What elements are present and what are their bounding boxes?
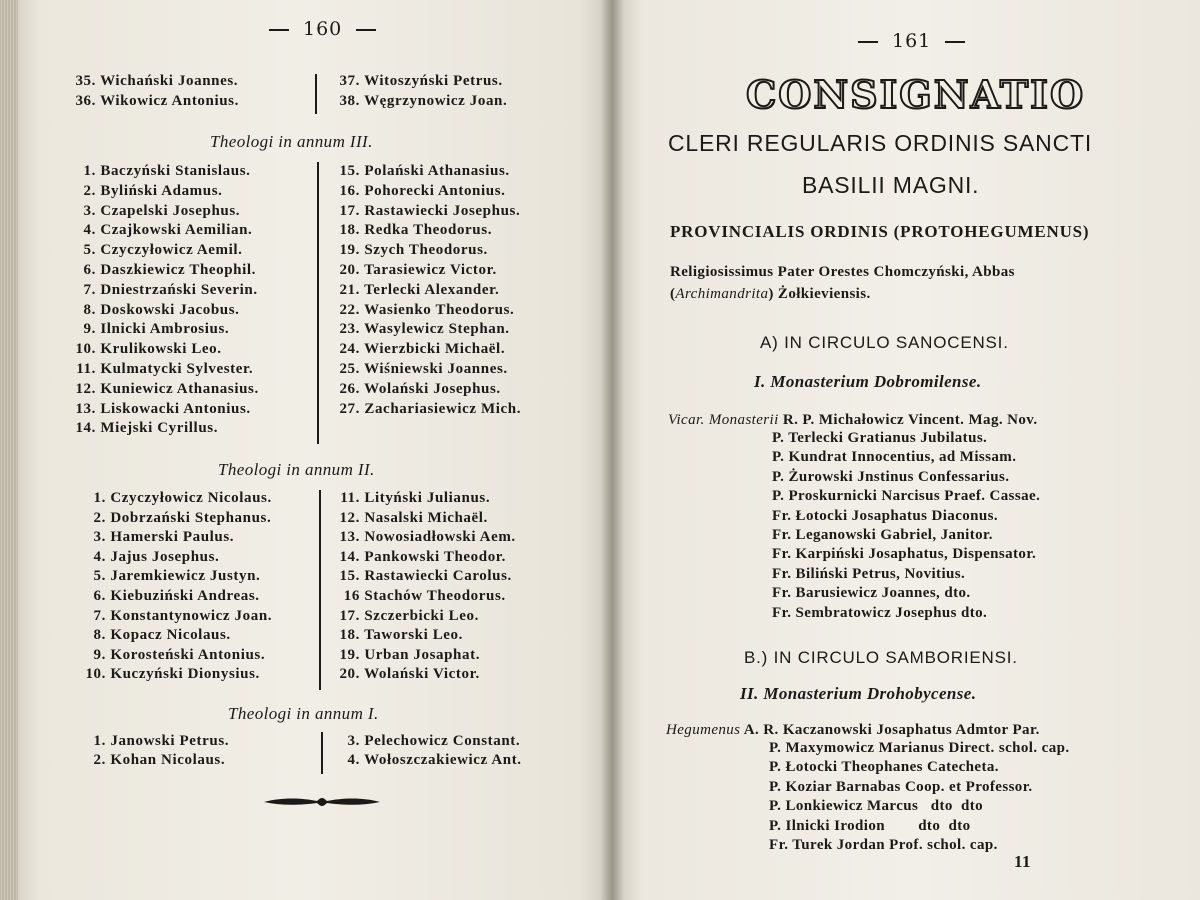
- list-item-number: 13.: [339, 529, 360, 546]
- list-item-name: Wołoszczakiewicz Ant.: [360, 752, 522, 768]
- list-item-number: 3.: [83, 202, 96, 219]
- list-item-name: Daszkiewicz Theophil.: [96, 262, 257, 278]
- list-item: [66, 163, 251, 180]
- list-item-name: Kopacz Nicolaus.: [106, 627, 231, 644]
- member-line: P. Maxymowicz Marianus Direct. schol. cap.: [769, 740, 1070, 756]
- member-line: Fr. Biliński Petrus, Novitius.: [772, 565, 966, 582]
- list-item: [66, 183, 223, 200]
- list-item-number: 16.: [339, 182, 360, 199]
- list-item-name: Szczerbicki Leo.: [360, 607, 479, 624]
- list-item-name: Janowski Petrus.: [106, 733, 230, 749]
- book-gutter: [600, 0, 624, 900]
- list-item-name: Wasylewicz Stephan.: [360, 321, 510, 338]
- list-item: [330, 302, 514, 319]
- list-item-number: 3.: [93, 529, 106, 546]
- member-line: P. Kundrat Innocentius, ad Missam.: [772, 449, 1017, 466]
- list-item: [66, 93, 239, 110]
- list-item-name: Wierzbicki Michaël.: [360, 341, 506, 358]
- signature-mark: 11: [1014, 852, 1031, 871]
- list-item: [76, 529, 234, 546]
- list-item-number: 1.: [93, 490, 106, 506]
- list-item-number: 35.: [75, 73, 96, 89]
- list-item: [66, 282, 258, 299]
- list-item: [76, 666, 260, 683]
- list-item-number: 20.: [339, 666, 360, 683]
- member-line: P. Ilnicki Irodion dto dto: [769, 817, 971, 834]
- list-item-name: Stachów Theodorus.: [360, 588, 506, 604]
- list-item-name: Baczyński Stanislaus.: [96, 163, 251, 179]
- monastery-2-heading: II. Monasterium Drohobycense.: [740, 684, 977, 703]
- section-heading-ii: Theologi in annum II.: [218, 460, 375, 479]
- member-line: Fr. Sembratowicz Josephus dto.: [772, 604, 988, 621]
- list-item: [330, 490, 490, 507]
- list-item-number: 16: [343, 588, 360, 604]
- list-item: [330, 321, 510, 338]
- list-item-name: Kuniewicz Athanasius.: [96, 380, 259, 397]
- list-item-name: Nowosiadłowski Aem.: [360, 529, 516, 546]
- list-item: [66, 341, 222, 358]
- list-item-number: 17.: [339, 202, 360, 219]
- list-item-name: Kuczyński Dionysius.: [106, 666, 260, 683]
- member-line: Fr. Karpiński Josaphatus, Dispensator.: [772, 546, 1037, 563]
- list-item: [66, 73, 238, 90]
- list-item-name: Jajus Josephus.: [106, 548, 220, 565]
- list-item-number: 10.: [75, 341, 96, 358]
- member-line: P. Terlecki Gratianus Jubilatus.: [772, 430, 988, 446]
- list-item-name: Urban Josaphat.: [360, 646, 481, 663]
- list-item-name: Szych Theodorus.: [360, 242, 488, 259]
- circle-b-heading: B.) IN CIRCULO SAMBORIENSI.: [744, 648, 1018, 667]
- list-item-number: 11.: [76, 361, 96, 377]
- list-item-name: Krulikowski Leo.: [96, 341, 222, 358]
- page-edge: [0, 0, 18, 900]
- list-item: [76, 752, 225, 769]
- list-item: [330, 183, 506, 200]
- list-item-number: 23.: [339, 321, 360, 338]
- list-item: [330, 163, 510, 180]
- list-item-name: Tarasiewicz Victor.: [360, 262, 497, 278]
- left-page-number: 160: [255, 18, 390, 40]
- list-item: [66, 262, 256, 279]
- list-item-number: 20.: [339, 262, 360, 278]
- list-item-number: 4.: [347, 752, 360, 768]
- list-item: [330, 549, 506, 566]
- list-item-number: 14.: [75, 420, 96, 437]
- member-line: P. Koziar Barnabas Coop. et Professor.: [769, 778, 1033, 795]
- list-item-number: 26.: [339, 380, 360, 397]
- member-line: Fr. Barusiewicz Joannes, dto.: [772, 585, 971, 602]
- list-item: [330, 588, 506, 605]
- list-item-name: Liskowacki Antonius.: [96, 400, 251, 417]
- list-item-number: 19.: [339, 242, 360, 259]
- list-item-name: Jaremkiewicz Justyn.: [106, 568, 261, 585]
- list-item-number: 2.: [93, 509, 106, 526]
- list-item: [330, 222, 492, 239]
- list-item-number: 6.: [83, 262, 96, 278]
- list-item-number: 17.: [339, 607, 360, 624]
- list-item-name: Dniestrzański Severin.: [96, 281, 258, 298]
- list-item: [330, 666, 480, 683]
- ornament-divider-icon: [262, 793, 382, 811]
- member-line: Fr. Leganowski Gabriel, Janitor.: [772, 527, 993, 543]
- member-line: P. Proskurnicki Narcisus Praef. Cassae.: [772, 488, 1041, 505]
- list-item-number: 37.: [339, 73, 360, 89]
- list-item: [330, 647, 480, 664]
- list-item-number: 9.: [93, 646, 106, 663]
- list-item: [330, 510, 488, 527]
- list-item: [76, 549, 219, 566]
- column-rule: [317, 162, 319, 444]
- list-item-number: 11.: [340, 490, 360, 506]
- member-line: P. Łotocki Theophanes Catecheta.: [769, 759, 999, 776]
- column-rule: [315, 74, 317, 114]
- list-item: [330, 381, 501, 398]
- list-item-name: Nasalski Michaël.: [360, 509, 488, 526]
- list-item: [330, 361, 508, 378]
- list-item: [66, 381, 259, 398]
- list-item: [330, 93, 507, 110]
- list-item-name: Kohan Nicolaus.: [106, 752, 226, 768]
- list-item: [76, 608, 272, 625]
- list-item: [330, 529, 516, 546]
- list-item-name: Dobrzański Stephanus.: [106, 509, 272, 526]
- list-item-name: Rastawiecki Carolus.: [360, 568, 512, 585]
- list-item-number: 18.: [339, 222, 360, 239]
- list-item: [330, 203, 520, 220]
- monastery-2-lead: Hegumenus A. R. Kaczanowski Josaphatus Admtor Par.: [666, 722, 1040, 738]
- list-item-number: 21.: [339, 281, 360, 298]
- list-item-number: 9.: [83, 321, 96, 338]
- list-item-number: 6.: [93, 588, 106, 604]
- list-item: [66, 242, 243, 259]
- member-line: Fr. Łotocki Josaphatus Diaconus.: [772, 507, 999, 524]
- list-item-name: Pankowski Theodor.: [360, 548, 507, 565]
- list-item-number: 15.: [339, 568, 360, 585]
- list-item-number: 12.: [339, 509, 360, 526]
- list-item-name: Polański Athanasius.: [360, 163, 510, 179]
- list-item-number: 24.: [339, 341, 360, 358]
- list-item-number: 8.: [93, 627, 106, 644]
- list-item-name: Hamerski Paulus.: [106, 529, 235, 546]
- list-item-number: 14.: [339, 548, 360, 565]
- list-item-name: Kiebuziński Andreas.: [106, 588, 260, 604]
- subtitle-line-2: BASILII MAGNI.: [802, 172, 980, 198]
- list-item-number: 1.: [93, 733, 106, 749]
- list-item: [330, 752, 522, 769]
- list-item-number: 7.: [83, 281, 96, 298]
- provincialis-text-1: Religiosissimus Pater Orestes Chomczyński, Abbas: [670, 264, 1015, 280]
- list-item-number: 19.: [339, 646, 360, 663]
- list-item-number: 1.: [83, 163, 96, 179]
- list-item-name: Konstantynowicz Joan.: [106, 607, 273, 624]
- right-page: [612, 0, 1200, 900]
- list-item: [76, 490, 272, 507]
- list-item-number: 2.: [93, 752, 106, 768]
- provincialis-heading: PROVINCIALIS ORDINIS (PROTOHEGUMENUS): [670, 222, 1090, 241]
- right-page-number: 161: [844, 30, 979, 52]
- list-item-name: Witoszyński Petrus.: [360, 73, 503, 89]
- list-item: [76, 733, 229, 750]
- list-item-name: Zachariasiewicz Mich.: [360, 400, 522, 417]
- list-item-number: 36.: [75, 93, 96, 109]
- list-item-number: 2.: [83, 182, 96, 199]
- list-item-number: 5.: [83, 242, 96, 259]
- list-item-name: Taworski Leo.: [360, 627, 464, 644]
- list-item-number: 12.: [75, 380, 96, 397]
- member-line: P. Żurowski Jnstinus Confessarius.: [772, 468, 1010, 485]
- list-item: [66, 420, 218, 437]
- section-heading-i: Theologi in annum I.: [228, 704, 379, 723]
- document-title: CONSIGNATIO: [746, 72, 1086, 117]
- list-item-number: 4.: [83, 222, 96, 239]
- list-item-number: 25.: [339, 361, 360, 377]
- list-item-name: Redka Theodorus.: [360, 222, 493, 239]
- list-item-number: 38.: [339, 93, 360, 109]
- list-item-number: 18.: [339, 627, 360, 644]
- list-item-name: Wasienko Theodorus.: [360, 301, 515, 318]
- list-item-name: Wikowicz Antonius.: [96, 93, 239, 109]
- list-item: [66, 203, 240, 220]
- list-item: [66, 321, 229, 338]
- list-item: [330, 608, 479, 625]
- list-item-name: Wolański Victor.: [360, 666, 480, 683]
- list-item: [330, 262, 497, 279]
- list-item-name: Korosteński Antonius.: [106, 646, 266, 663]
- list-item-name: Wolański Josephus.: [360, 380, 501, 397]
- list-item-name: Rastawiecki Josephus.: [360, 202, 521, 219]
- list-item-name: Pohorecki Antonius.: [360, 182, 506, 199]
- list-item: [76, 568, 260, 585]
- list-item: [330, 282, 499, 299]
- list-item: [76, 588, 260, 605]
- list-item-number: 22.: [339, 301, 360, 318]
- column-rule: [321, 732, 323, 774]
- list-item: [330, 401, 521, 418]
- list-item-name: Pelechowicz Constant.: [360, 733, 521, 749]
- list-item-name: Kulmatycki Sylvester.: [96, 361, 254, 377]
- list-item: [330, 627, 463, 644]
- list-item-number: 8.: [83, 301, 96, 318]
- list-item-number: 7.: [93, 607, 106, 624]
- list-item: [330, 242, 488, 259]
- list-item-name: Czyczyłowicz Aemil.: [96, 242, 243, 259]
- list-item-number: 27.: [339, 400, 360, 417]
- list-item-name: Czajkowski Aemilian.: [96, 222, 253, 239]
- list-item-name: Byliński Adamus.: [96, 182, 223, 199]
- list-item: [76, 627, 231, 644]
- list-item: [76, 510, 271, 527]
- list-item: [76, 647, 265, 664]
- list-item: [330, 568, 512, 585]
- monastery-1-lead: Vicar. Monasterii R. P. Michałowicz Vincent. Mag. Nov.: [668, 412, 1038, 428]
- list-item: [66, 401, 251, 418]
- column-rule: [319, 490, 321, 690]
- list-item-number: 13.: [75, 400, 96, 417]
- list-item: [66, 302, 240, 319]
- list-item-name: Lityński Julianus.: [360, 490, 491, 506]
- list-item-number: 15.: [339, 163, 360, 179]
- list-item-name: Czapelski Josephus.: [96, 202, 241, 219]
- list-item: [66, 222, 252, 239]
- list-item-number: 5.: [93, 568, 106, 585]
- list-item-name: Wiśniewski Joannes.: [360, 361, 508, 377]
- subtitle-line-1: CLERI REGULARIS ORDINIS SANCTI: [668, 130, 1093, 156]
- monastery-1-heading: I. Monasterium Dobromilense.: [754, 372, 982, 391]
- list-item-name: Wichański Joannes.: [96, 73, 239, 89]
- list-item: [66, 361, 253, 378]
- list-item: [330, 73, 503, 90]
- member-line: P. Lonkiewicz Marcus dto dto: [769, 798, 984, 815]
- list-item-number: 4.: [93, 548, 106, 565]
- list-item-number: 3.: [347, 733, 360, 749]
- member-line: Fr. Turek Jordan Prof. schol. cap.: [769, 837, 998, 853]
- list-item-name: Węgrzynowicz Joan.: [360, 93, 508, 109]
- list-item: [330, 733, 520, 750]
- list-item-name: Ilnicki Ambrosius.: [96, 321, 230, 338]
- section-heading-iii: Theologi in annum III.: [210, 132, 373, 151]
- list-item-number: 10.: [85, 666, 106, 683]
- list-item-name: Miejski Cyrillus.: [96, 420, 219, 437]
- list-item-name: Terlecki Alexander.: [360, 281, 500, 298]
- list-item-name: Czyczyłowicz Nicolaus.: [106, 490, 272, 506]
- circle-a-heading: A) IN CIRCULO SANOCENSI.: [760, 333, 1009, 352]
- list-item-name: Doskowski Jacobus.: [96, 301, 240, 318]
- list-item: [330, 341, 505, 358]
- provincialis-text-2: (Archimandrita) Żołkieviensis.: [670, 286, 871, 302]
